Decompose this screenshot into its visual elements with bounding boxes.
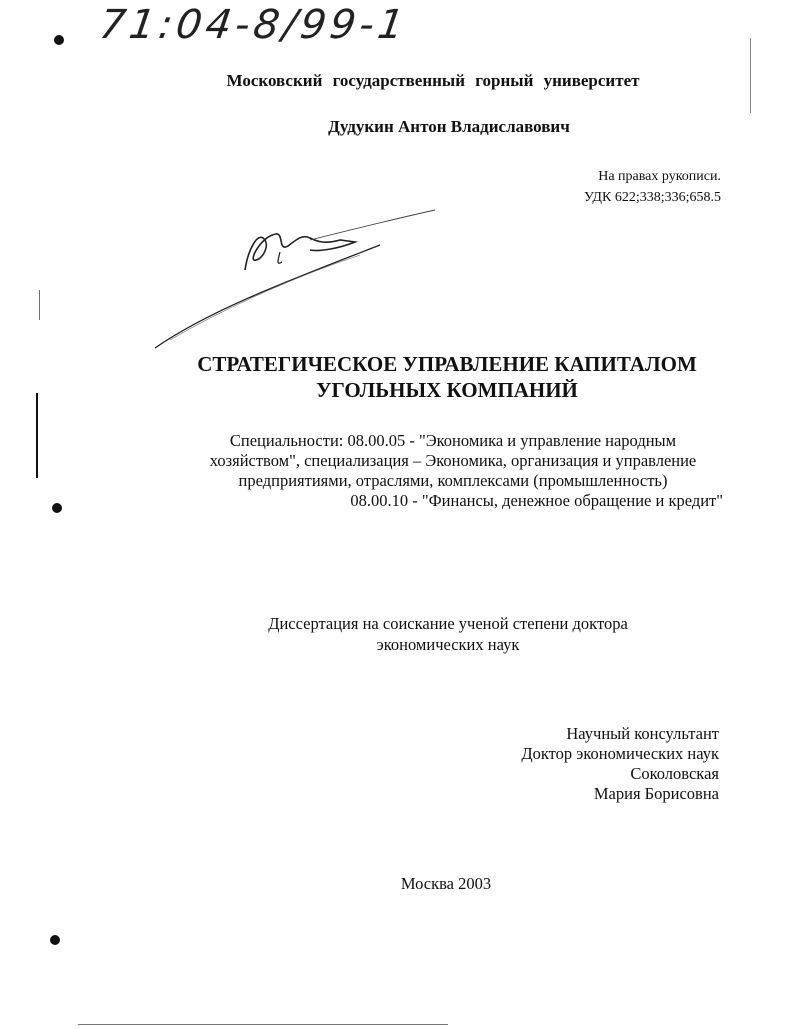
specialty-block — [183, 431, 723, 511]
consultant-block — [521, 724, 719, 804]
title-line-1: СТРАТЕГИЧЕСКОЕ УПРАВЛЕНИЕ КАПИТАЛОМ — [197, 352, 697, 376]
punch-hole-mark — [50, 935, 60, 945]
consultant-role: Научный консультант — [566, 724, 719, 743]
rights-block — [584, 166, 721, 208]
degree-statement — [0, 613, 799, 655]
consultant-surname: Соколовская — [630, 764, 719, 783]
specialty-line-2: хозяйством", специализация – Экономика, организация и управление — [209, 451, 697, 470]
dissertation-title — [0, 351, 799, 403]
consultant-name: Мария Борисовна — [593, 784, 719, 803]
signature-graphic — [150, 200, 450, 360]
city-year: Москва 2003 — [400, 874, 492, 893]
university-name: Московский государственный горный университет — [226, 71, 640, 90]
punch-hole-mark — [52, 503, 62, 513]
scan-edge-mark — [39, 290, 40, 320]
specialty-line-1: Специальности: 08.00.05 - "Экономика и управление народным — [229, 431, 677, 450]
manuscript-note: На правах рукописи. — [598, 169, 721, 184]
udk-code: УДК 622;338;336;658.5 — [583, 190, 721, 205]
punch-hole-mark — [54, 35, 64, 45]
specialty-line-3: предприятиями, отраслями, комплексами (промышленность) — [238, 471, 668, 490]
degree-line-2: экономических наук — [376, 635, 520, 654]
scan-edge-mark — [750, 38, 751, 113]
specialty-line-4: 08.00.10 - "Финансы, денежное обращение и кредит" — [350, 491, 723, 510]
title-line-2: УГОЛЬНЫХ КОМПАНИЙ — [316, 378, 578, 402]
consultant-degree: Доктор экономических наук — [521, 744, 719, 763]
scan-bottom-line — [78, 1024, 448, 1025]
author-name: Дудукин Антон Владиславович — [328, 117, 570, 136]
degree-line-1: Диссертация на соискание ученой степени доктора — [268, 614, 628, 633]
archive-code-handwritten: 71:04-8/99-1 — [96, 2, 411, 48]
scan-edge-mark — [36, 393, 38, 478]
